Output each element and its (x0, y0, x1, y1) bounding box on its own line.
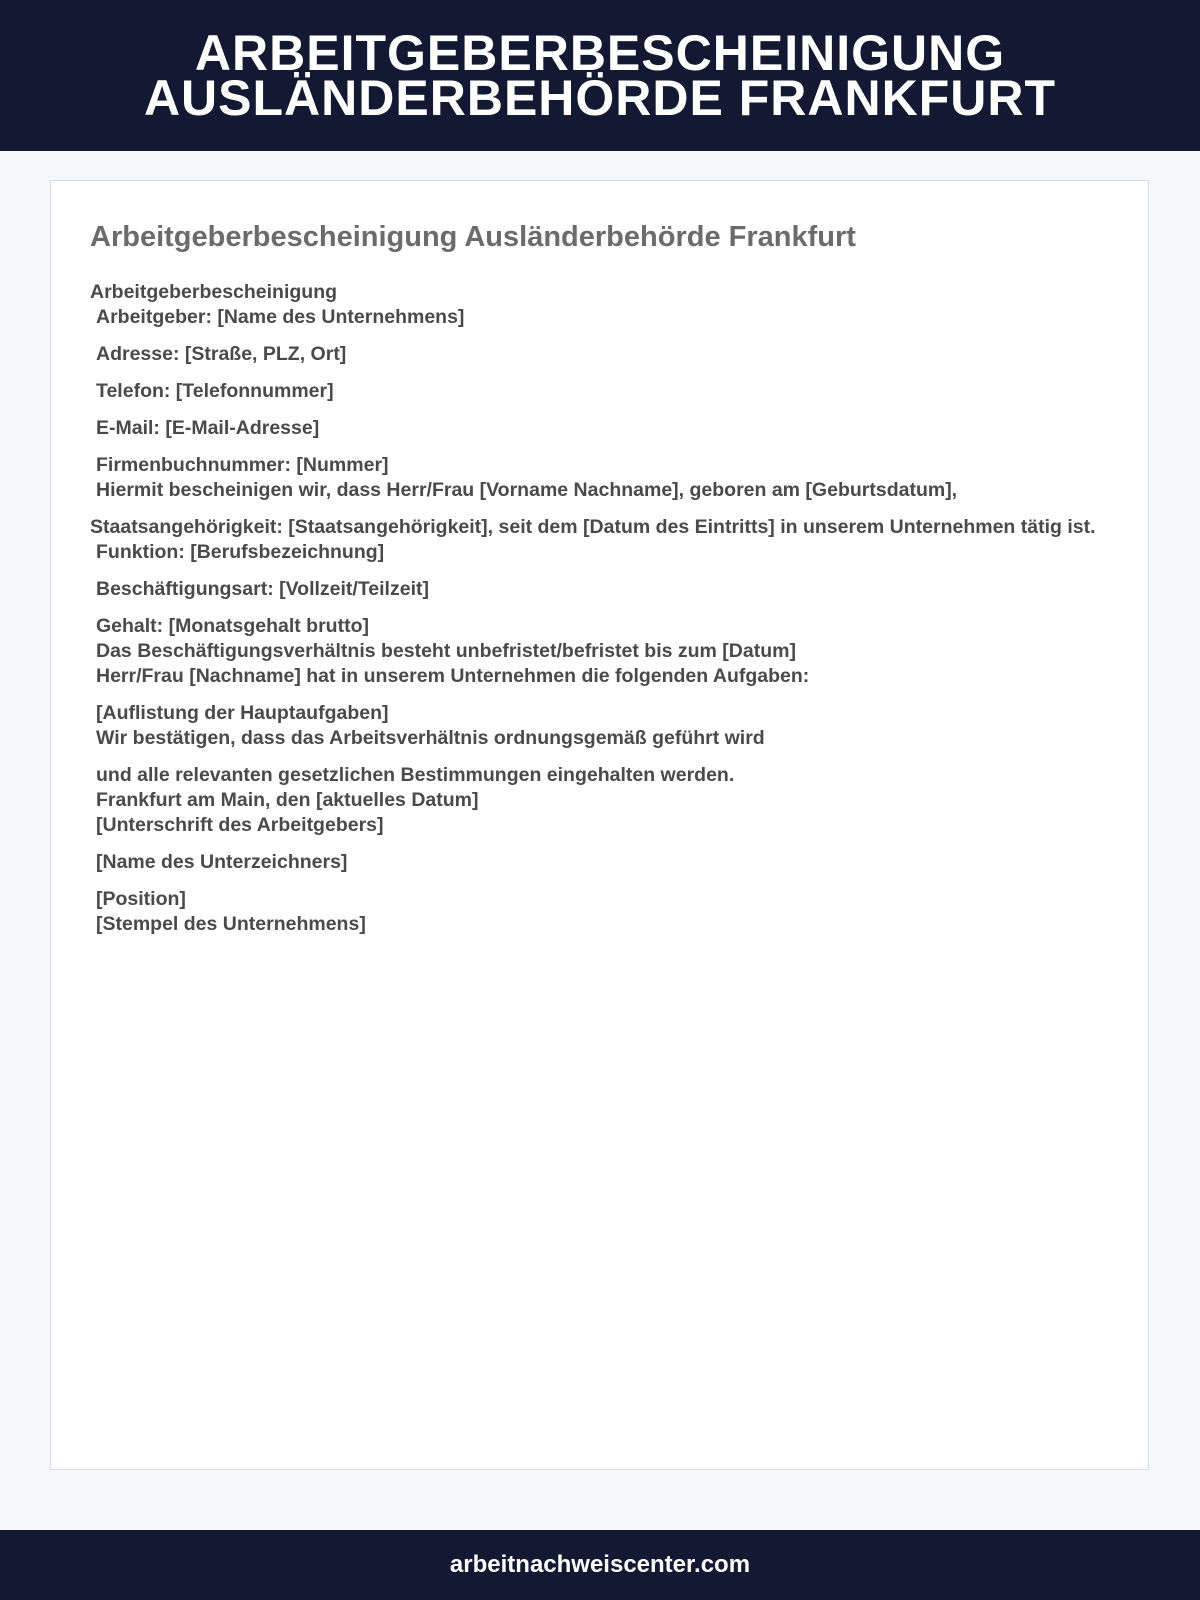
document-card (50, 180, 1149, 1470)
doc-line-email: E-Mail: [E-Mail-Adresse] (96, 417, 320, 439)
doc-line-employer: Arbeitgeber: [Name des Unternehmens] (96, 306, 465, 328)
doc-line-certification: Hiermit bescheinigen wir, dass Herr/Frau [Vorname Nachname], geboren am [Geburtsdatum], (96, 479, 958, 501)
footer-site-name: arbeitnachweiscenter.com (449, 1551, 751, 1578)
document-title: Arbeitgeberbescheinigung Ausländerbehörde Frankfurt (90, 221, 856, 253)
doc-line-signature: [Unterschrift des Arbeitgebers] (96, 814, 384, 836)
doc-line-salary: Gehalt: [Monatsgehalt brutto] (96, 615, 369, 637)
document-body (90, 280, 1100, 937)
header-title-line-1: ARBEITGEBERBESCHEINIGUNG (194, 24, 1006, 81)
doc-line-function: Funktion: [Berufsbezeichnung] (96, 541, 385, 563)
page-footer (0, 1530, 1200, 1600)
doc-line-employment-type: Beschäftigungsart: [Vollzeit/Teilzeit] (96, 578, 429, 600)
doc-line-contract-term: Das Beschäftigungsverhältnis besteht unbefristet/befristet bis zum [Datum] (96, 640, 796, 662)
page-header (0, 0, 1200, 151)
header-title-line-2: AUSLÄNDERBEHÖRDE FRANKFURT (143, 69, 1057, 126)
doc-line-registry-number: Firmenbuchnummer: [Nummer] (96, 454, 389, 476)
doc-line-signer-name: [Name des Unterzeichners] (96, 851, 348, 873)
doc-line-address: Adresse: [Straße, PLZ, Ort] (96, 343, 347, 365)
doc-line-nationality: Staatsangehörigkeit: [Staatsangehörigkeit], seit dem [Datum des Eintritts] in unserem Unternehmen tätig ist. (90, 516, 1096, 538)
doc-line-heading: Arbeitgeberbescheinigung (90, 281, 338, 303)
doc-line-place-date: Frankfurt am Main, den [aktuelles Datum] (96, 789, 479, 811)
doc-line-tasks-intro: Herr/Frau [Nachname] hat in unserem Unternehmen die folgenden Aufgaben: (96, 665, 810, 687)
doc-line-confirmation: Wir bestätigen, dass das Arbeitsverhältnis ordnungsgemäß geführt wird (96, 727, 765, 749)
doc-line-regulations: und alle relevanten gesetzlichen Bestimmungen eingehalten werden. (96, 764, 735, 786)
doc-line-phone: Telefon: [Telefonnummer] (96, 380, 334, 402)
doc-line-stamp: [Stempel des Unternehmens] (96, 913, 366, 935)
doc-line-position: [Position] (96, 888, 186, 910)
doc-line-tasks-list: [Auflistung der Hauptaufgaben] (96, 702, 389, 724)
